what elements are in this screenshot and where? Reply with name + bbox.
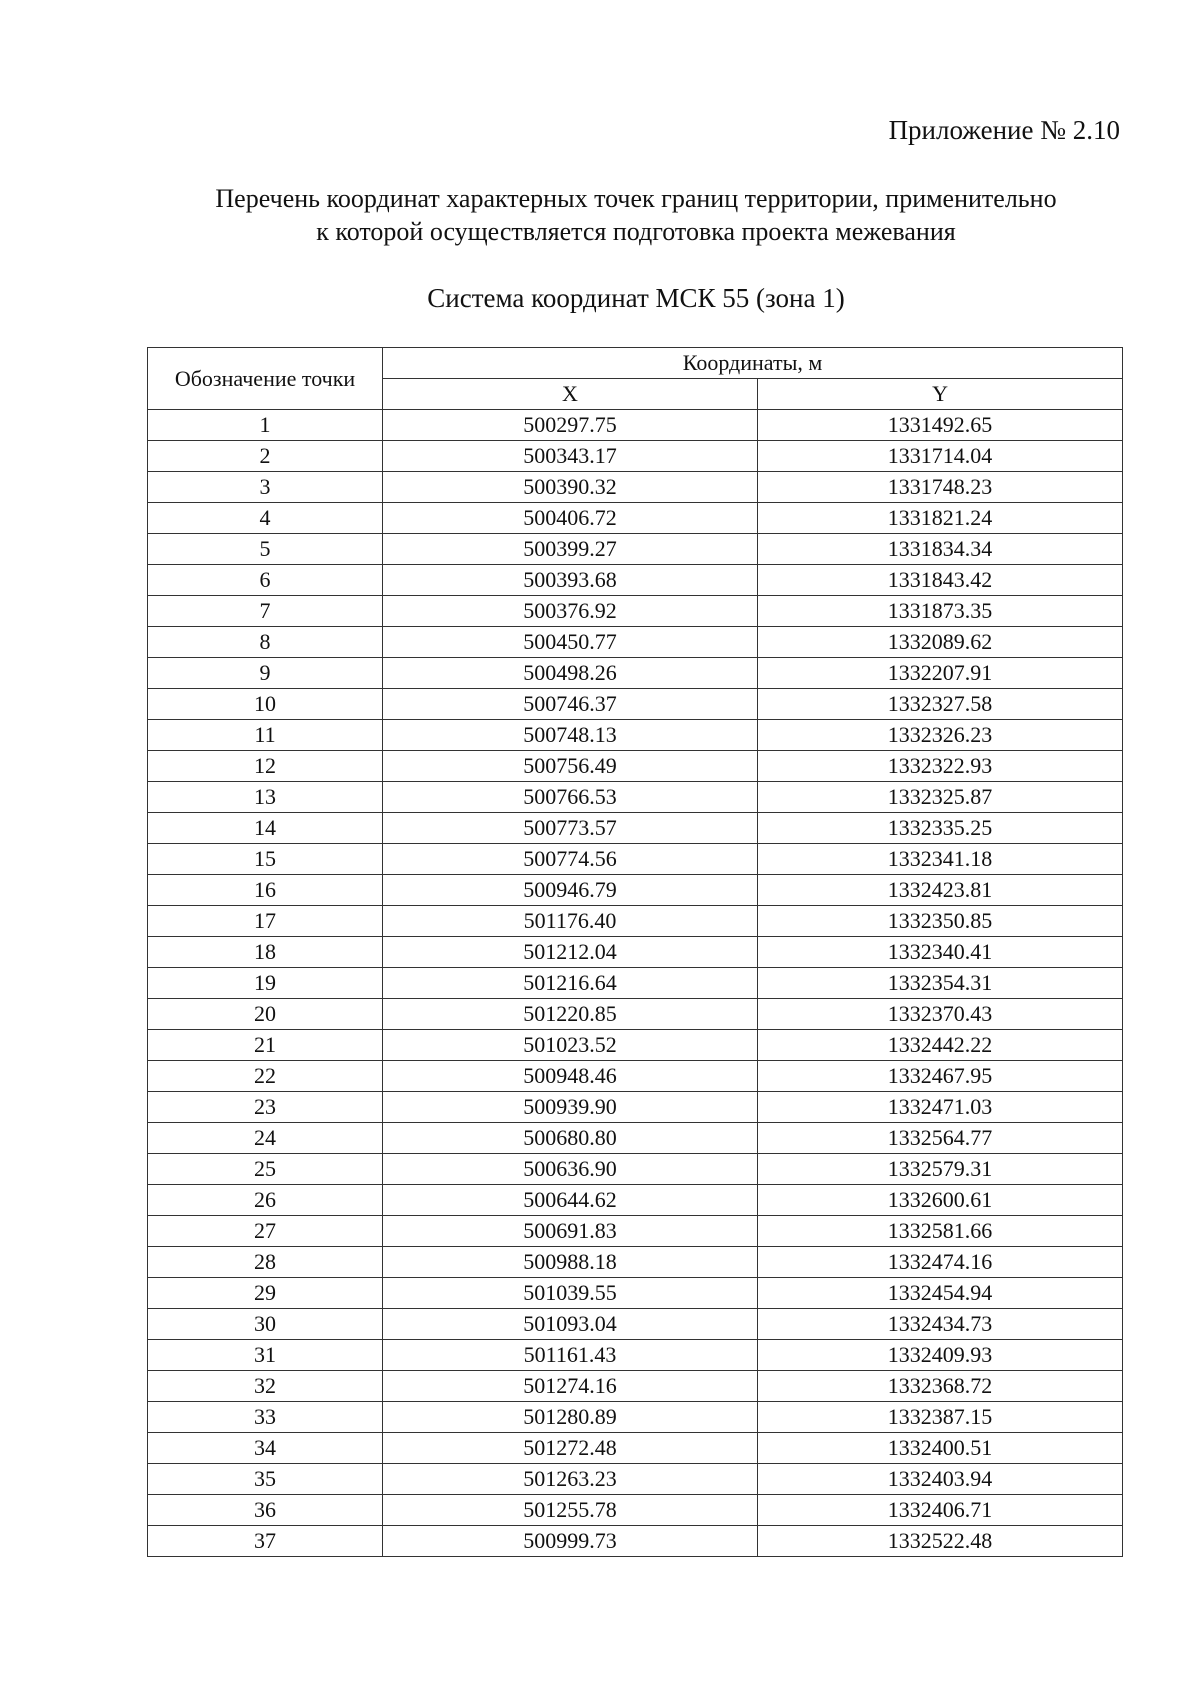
y-coordinate-cell: 1332089.62 [758, 627, 1123, 658]
y-coordinate-cell: 1332579.31 [758, 1154, 1123, 1185]
x-coordinate-cell: 500636.90 [383, 1154, 758, 1185]
document-title-line-2: к которой осуществляется подготовка проекта межевания [316, 217, 956, 246]
table-row [148, 1526, 1123, 1557]
table-row [148, 658, 1123, 689]
x-coordinate-cell: 500390.32 [383, 472, 758, 503]
x-coordinate-cell: 501176.40 [383, 906, 758, 937]
y-coordinate-cell: 1332409.93 [758, 1340, 1123, 1371]
point-number-cell: 27 [148, 1216, 383, 1247]
table-row [148, 813, 1123, 844]
x-coordinate-cell: 500691.83 [383, 1216, 758, 1247]
table-row [148, 472, 1123, 503]
table-row [148, 844, 1123, 875]
x-coordinate-cell: 500498.26 [383, 658, 758, 689]
table-row [148, 534, 1123, 565]
x-coordinate-cell: 500988.18 [383, 1247, 758, 1278]
x-coordinate-cell: 500999.73 [383, 1526, 758, 1557]
table-row [148, 782, 1123, 813]
x-coordinate-cell: 500746.37 [383, 689, 758, 720]
y-coordinate-cell: 1332564.77 [758, 1123, 1123, 1154]
point-number-cell: 31 [148, 1340, 383, 1371]
x-coordinate-cell: 500680.80 [383, 1123, 758, 1154]
x-coordinate-cell: 501280.89 [383, 1402, 758, 1433]
point-number-cell: 29 [148, 1278, 383, 1309]
document-title [0, 182, 1200, 248]
table-row [148, 441, 1123, 472]
x-column-header: X [383, 379, 758, 410]
x-coordinate-cell: 500399.27 [383, 534, 758, 565]
point-number-cell: 14 [148, 813, 383, 844]
point-number-cell: 5 [148, 534, 383, 565]
x-coordinate-cell: 500948.46 [383, 1061, 758, 1092]
coordinates-header: Координаты, м [383, 348, 1123, 379]
table-row [148, 1278, 1123, 1309]
x-coordinate-cell: 500946.79 [383, 875, 758, 906]
table-row [148, 1371, 1123, 1402]
table-row [148, 627, 1123, 658]
point-number-cell: 33 [148, 1402, 383, 1433]
y-coordinate-cell: 1332325.87 [758, 782, 1123, 813]
table-row [148, 906, 1123, 937]
point-number-cell: 7 [148, 596, 383, 627]
x-coordinate-cell: 500774.56 [383, 844, 758, 875]
table-row [148, 1433, 1123, 1464]
point-number-cell: 23 [148, 1092, 383, 1123]
y-coordinate-cell: 1332467.95 [758, 1061, 1123, 1092]
point-number-cell: 19 [148, 968, 383, 999]
y-coordinate-cell: 1332370.43 [758, 999, 1123, 1030]
coordinates-table [147, 347, 1123, 1557]
point-number-cell: 36 [148, 1495, 383, 1526]
y-coordinate-cell: 1332322.93 [758, 751, 1123, 782]
point-number-cell: 30 [148, 1309, 383, 1340]
x-coordinate-cell: 500939.90 [383, 1092, 758, 1123]
y-coordinate-cell: 1332350.85 [758, 906, 1123, 937]
y-coordinate-cell: 1332207.91 [758, 658, 1123, 689]
table-row [148, 503, 1123, 534]
point-number-cell: 22 [148, 1061, 383, 1092]
y-coordinate-cell: 1331748.23 [758, 472, 1123, 503]
x-coordinate-cell: 501161.43 [383, 1340, 758, 1371]
table-row [148, 937, 1123, 968]
x-coordinate-cell: 501216.64 [383, 968, 758, 999]
x-coordinate-cell: 500756.49 [383, 751, 758, 782]
y-coordinate-cell: 1331873.35 [758, 596, 1123, 627]
table-row [148, 689, 1123, 720]
x-coordinate-cell: 501220.85 [383, 999, 758, 1030]
point-number-cell: 18 [148, 937, 383, 968]
y-coordinate-cell: 1332600.61 [758, 1185, 1123, 1216]
point-number-cell: 10 [148, 689, 383, 720]
y-coordinate-cell: 1332403.94 [758, 1464, 1123, 1495]
y-coordinate-cell: 1332326.23 [758, 720, 1123, 751]
point-number-cell: 11 [148, 720, 383, 751]
point-number-cell: 20 [148, 999, 383, 1030]
y-coordinate-cell: 1332340.41 [758, 937, 1123, 968]
y-coordinate-cell: 1331843.42 [758, 565, 1123, 596]
y-coordinate-cell: 1332522.48 [758, 1526, 1123, 1557]
table-row [148, 1216, 1123, 1247]
appendix-label: Приложение № 2.10 [888, 115, 1120, 145]
table-row [148, 410, 1123, 441]
table-row [148, 1340, 1123, 1371]
x-coordinate-cell: 501274.16 [383, 1371, 758, 1402]
point-number-cell: 6 [148, 565, 383, 596]
x-coordinate-cell: 500450.77 [383, 627, 758, 658]
y-coordinate-cell: 1332442.22 [758, 1030, 1123, 1061]
table-row [148, 565, 1123, 596]
point-number-cell: 17 [148, 906, 383, 937]
x-coordinate-cell: 500343.17 [383, 441, 758, 472]
point-number-cell: 9 [148, 658, 383, 689]
table-row [148, 596, 1123, 627]
point-number-cell: 2 [148, 441, 383, 472]
table-row [148, 1402, 1123, 1433]
point-number-cell: 15 [148, 844, 383, 875]
table-row [148, 1185, 1123, 1216]
y-coordinate-cell: 1332387.15 [758, 1402, 1123, 1433]
x-coordinate-cell: 500376.92 [383, 596, 758, 627]
point-number-cell: 28 [148, 1247, 383, 1278]
y-coordinate-cell: 1331834.34 [758, 534, 1123, 565]
point-number-cell: 8 [148, 627, 383, 658]
x-coordinate-cell: 500773.57 [383, 813, 758, 844]
point-number-cell: 25 [148, 1154, 383, 1185]
x-coordinate-cell: 501272.48 [383, 1433, 758, 1464]
point-designation-header: Обозначение точки [148, 348, 383, 410]
x-coordinate-cell: 501212.04 [383, 937, 758, 968]
point-number-cell: 21 [148, 1030, 383, 1061]
table-row [148, 1309, 1123, 1340]
y-coordinate-cell: 1332400.51 [758, 1433, 1123, 1464]
document-title-line-1: Перечень координат характерных точек границ территории, применительно [215, 184, 1057, 213]
x-coordinate-cell: 501039.55 [383, 1278, 758, 1309]
point-number-cell: 16 [148, 875, 383, 906]
point-number-cell: 13 [148, 782, 383, 813]
table-row [148, 1061, 1123, 1092]
point-number-cell: 24 [148, 1123, 383, 1154]
y-coordinate-cell: 1331714.04 [758, 441, 1123, 472]
y-coordinate-cell: 1332368.72 [758, 1371, 1123, 1402]
x-coordinate-cell: 500297.75 [383, 410, 758, 441]
table-row [148, 1123, 1123, 1154]
table-row [148, 1247, 1123, 1278]
y-coordinate-cell: 1331821.24 [758, 503, 1123, 534]
point-number-cell: 4 [148, 503, 383, 534]
x-coordinate-cell: 501255.78 [383, 1495, 758, 1526]
table-row [148, 1030, 1123, 1061]
table-row [148, 1092, 1123, 1123]
point-number-cell: 12 [148, 751, 383, 782]
x-coordinate-cell: 500748.13 [383, 720, 758, 751]
y-coordinate-cell: 1332406.71 [758, 1495, 1123, 1526]
point-number-cell: 32 [148, 1371, 383, 1402]
table-row [148, 751, 1123, 782]
x-coordinate-cell: 501263.23 [383, 1464, 758, 1495]
point-number-cell: 34 [148, 1433, 383, 1464]
table-row [148, 875, 1123, 906]
coordinates-table-body [148, 410, 1123, 1557]
y-coordinate-cell: 1332581.66 [758, 1216, 1123, 1247]
table-row [148, 720, 1123, 751]
y-coordinate-cell: 1332471.03 [758, 1092, 1123, 1123]
table-row [148, 968, 1123, 999]
table-row [148, 1464, 1123, 1495]
coordinates-table-header [148, 348, 1123, 410]
y-coordinate-cell: 1332423.81 [758, 875, 1123, 906]
table-row [148, 1154, 1123, 1185]
x-coordinate-cell: 500393.68 [383, 565, 758, 596]
y-coordinate-cell: 1332474.16 [758, 1247, 1123, 1278]
point-number-cell: 3 [148, 472, 383, 503]
table-row [148, 999, 1123, 1030]
y-column-header: Y [758, 379, 1123, 410]
y-coordinate-cell: 1331492.65 [758, 410, 1123, 441]
x-coordinate-cell: 500644.62 [383, 1185, 758, 1216]
y-coordinate-cell: 1332335.25 [758, 813, 1123, 844]
x-coordinate-cell: 501093.04 [383, 1309, 758, 1340]
y-coordinate-cell: 1332434.73 [758, 1309, 1123, 1340]
coordinate-system-caption: Система координат МСК 55 (зона 1) [427, 283, 845, 313]
y-coordinate-cell: 1332454.94 [758, 1278, 1123, 1309]
point-number-cell: 1 [148, 410, 383, 441]
x-coordinate-cell: 501023.52 [383, 1030, 758, 1061]
y-coordinate-cell: 1332354.31 [758, 968, 1123, 999]
point-number-cell: 37 [148, 1526, 383, 1557]
y-coordinate-cell: 1332341.18 [758, 844, 1123, 875]
table-row [148, 1495, 1123, 1526]
point-number-cell: 26 [148, 1185, 383, 1216]
y-coordinate-cell: 1332327.58 [758, 689, 1123, 720]
x-coordinate-cell: 500406.72 [383, 503, 758, 534]
point-number-cell: 35 [148, 1464, 383, 1495]
x-coordinate-cell: 500766.53 [383, 782, 758, 813]
